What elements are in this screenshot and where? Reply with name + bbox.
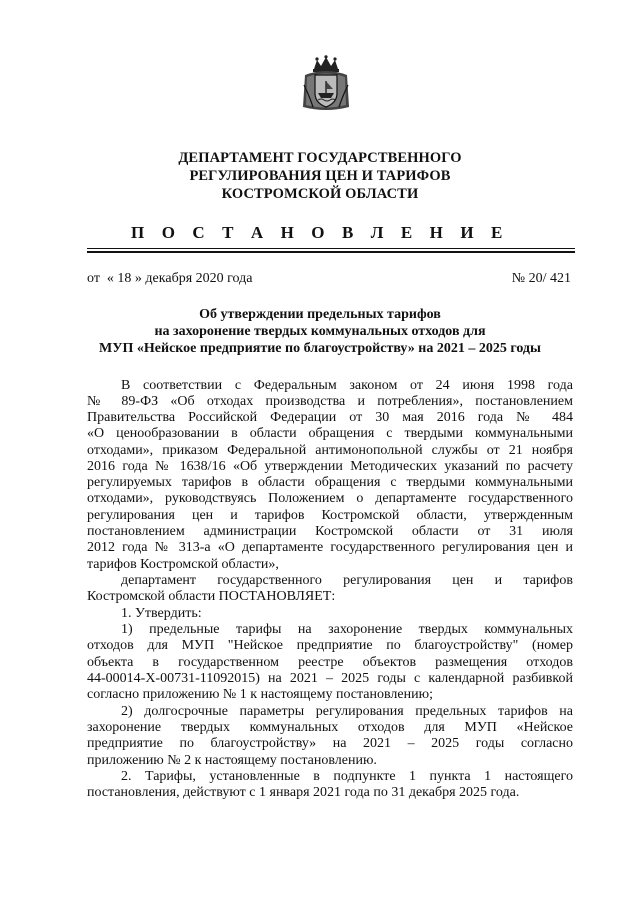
body-line: приложению № 2 к настоящему постановлению.: [87, 753, 377, 768]
subject-line-3: МУП «Нейское предприятие по благоустройству» на 2021 – 2025 годы: [99, 341, 541, 356]
body-line: регулирования цен и тарифов Костромской области, утвержденным: [87, 508, 573, 523]
body-line: Правительства Российской Федерации от 30 мая 2016 года № 484: [87, 410, 573, 425]
body-line: 44-00014-Х-00731-11092015) на 2021 – 2025 годы с календарной разбивкой: [87, 671, 573, 686]
body-line: 1) предельные тарифы на захоронение твердых коммунальных: [121, 622, 573, 637]
body-line: тарифов Костромской области»,: [87, 557, 279, 572]
body-line: Костромской области ПОСТАНОВЛЯЕТ:: [87, 589, 336, 604]
body-line: 2. Тарифы, установленные в подпункте 1 пункта 1 настоящего: [121, 769, 573, 784]
body-line: согласно приложению № 1 к настоящему постановлению;: [87, 687, 433, 702]
body-line: 2) долгосрочные параметры регулирования предельных тарифов на: [121, 704, 573, 719]
body-line: № 89-ФЗ «Об отходах производства и потребления», постановлением: [87, 394, 573, 409]
body-line: объекта в государственном реестре объектов размещения отходов: [87, 655, 573, 670]
body-line: захоронение твердых коммунальных отходов для МУП «Нейское: [87, 720, 573, 735]
body-line: 1. Утвердить:: [121, 606, 202, 621]
subject-line-1: Об утверждении предельных тарифов: [199, 307, 441, 322]
body-line: 2016 года № 1638/16 «Об утверждении Методических указаний по расчету: [87, 459, 573, 474]
document-number: № 20/ 421: [511, 271, 571, 286]
subject-line-2: на захоронение твердых коммунальных отходов для: [154, 324, 486, 339]
body-line: предприятие по благоустройству» на 2021 – 2025 годы согласно: [87, 736, 573, 751]
body-line: отходами», приказом Федеральной антимонопольной службы от 21 ноября: [87, 443, 573, 458]
department-name-line-3: КОСТРОМСКОЙ ОБЛАСТИ: [221, 186, 419, 202]
body-line: постановлением администрации Костромской области от 31 июля: [87, 524, 573, 539]
body-line: «О ценообразовании в области обращения с твердыми коммунальными: [87, 426, 573, 441]
department-name-line-1: ДЕПАРТАМЕНТ ГОСУДАРСТВЕННОГО: [178, 150, 462, 166]
header-divider-thick: [87, 251, 575, 253]
body-line: 2012 года № 313-а «О департаменте государственного регулирования цен и: [87, 540, 573, 555]
body-line: отходов для МУП "Нейское предприятие по благоустройству" (номер: [87, 638, 573, 653]
header-divider-thin: [87, 248, 575, 249]
body-line: В соответствии с Федеральным законом от 24 июня 1998 года: [121, 378, 573, 393]
body-line: регулируемых тарифов в области обращения с твердыми коммунальными: [87, 475, 573, 490]
document-type-title: П О С Т А Н О В Л Е Н И Е: [131, 223, 509, 242]
body-line: отходами», руководствуясь Положением о департаменте государственного: [87, 491, 573, 506]
document-date: от « 18 » декабря 2020 года: [87, 271, 253, 286]
body-line: департамент государственного регулирования цен и тарифов: [121, 573, 573, 588]
department-name-line-2: РЕГУЛИРОВАНИЯ ЦЕН И ТАРИФОВ: [189, 168, 451, 184]
body-line: постановления, действуют с 1 января 2021 года по 31 декабря 2025 года.: [87, 785, 520, 800]
coat-of-arms-icon: [301, 55, 351, 111]
